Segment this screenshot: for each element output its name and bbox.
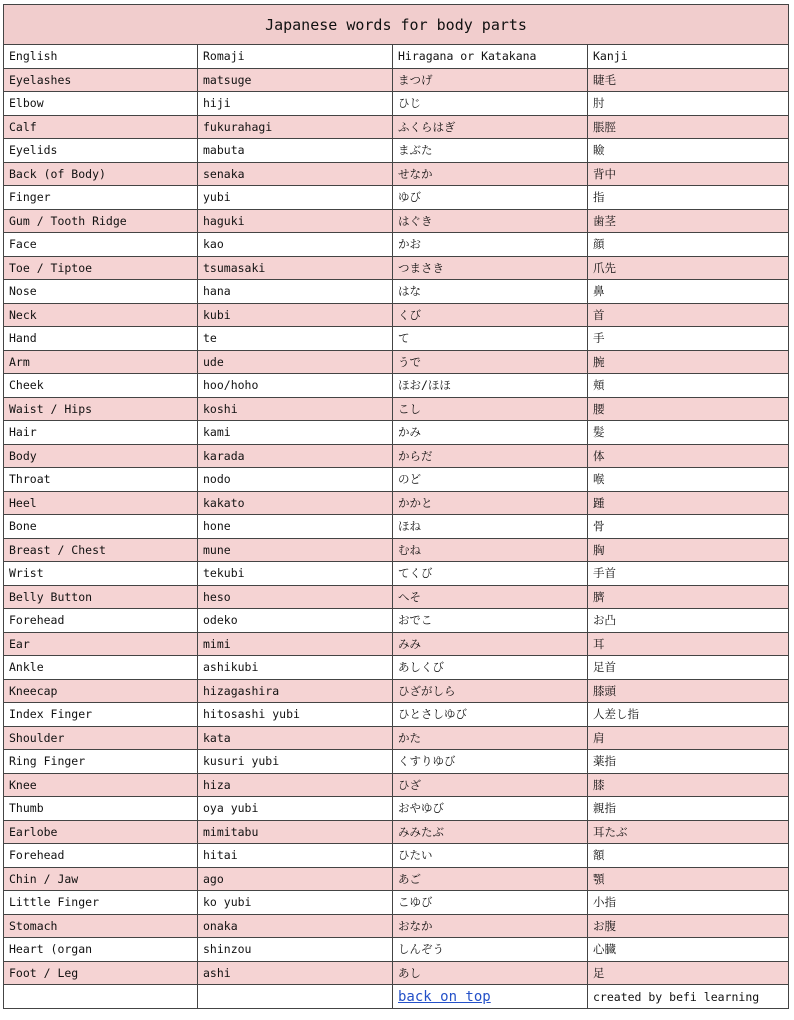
cell-kanji: 指 xyxy=(588,186,789,210)
cell-romaji: mimitabu xyxy=(198,820,393,844)
cell-english: Knee xyxy=(4,773,198,797)
cell-kanji: 歯茎 xyxy=(588,209,789,233)
cell-kanji: 親指 xyxy=(588,797,789,821)
cell-kanji: 足 xyxy=(588,961,789,985)
cell-kana: まぶた xyxy=(393,139,588,163)
table-row xyxy=(4,562,789,586)
cell-kanji: 手 xyxy=(588,327,789,351)
cell-romaji: onaka xyxy=(198,914,393,938)
cell-english: Elbow xyxy=(4,92,198,116)
cell-kana: へそ xyxy=(393,585,588,609)
cell-kanji: 腰 xyxy=(588,397,789,421)
table-row xyxy=(4,585,789,609)
table-row xyxy=(4,726,789,750)
footer-empty-2 xyxy=(198,985,393,1009)
header-romaji: Romaji xyxy=(198,45,393,69)
cell-english: Wrist xyxy=(4,562,198,586)
cell-romaji: ko yubi xyxy=(198,891,393,915)
table-title: Japanese words for body parts xyxy=(4,5,789,45)
cell-romaji: hitai xyxy=(198,844,393,868)
cell-romaji: heso xyxy=(198,585,393,609)
cell-kana: ふくらはぎ xyxy=(393,115,588,139)
cell-kanji: 心臓 xyxy=(588,938,789,962)
cell-english: Index Finger xyxy=(4,703,198,727)
table-row xyxy=(4,938,789,962)
cell-kana: おなか xyxy=(393,914,588,938)
cell-english: Hand xyxy=(4,327,198,351)
cell-english: Face xyxy=(4,233,198,257)
cell-romaji: kubi xyxy=(198,303,393,327)
table-row xyxy=(4,397,789,421)
cell-romaji: koshi xyxy=(198,397,393,421)
header-kanji: Kanji xyxy=(588,45,789,69)
cell-kana: あし xyxy=(393,961,588,985)
cell-english: Eyelids xyxy=(4,139,198,163)
cell-romaji: kusuri yubi xyxy=(198,750,393,774)
table-row xyxy=(4,256,789,280)
cell-english: Heart (organ xyxy=(4,938,198,962)
credit-cell xyxy=(588,985,789,1009)
table-row xyxy=(4,209,789,233)
cell-english: Breast / Chest xyxy=(4,538,198,562)
cell-kana: おでこ xyxy=(393,609,588,633)
cell-kanji: 睫毛 xyxy=(588,68,789,92)
cell-kanji: 骨 xyxy=(588,515,789,539)
cell-kana: はな xyxy=(393,280,588,304)
cell-kanji: 腕 xyxy=(588,350,789,374)
table-row xyxy=(4,303,789,327)
cell-kanji: 小指 xyxy=(588,891,789,915)
table-row xyxy=(4,750,789,774)
table-row xyxy=(4,844,789,868)
cell-romaji: kao xyxy=(198,233,393,257)
cell-english: Toe / Tiptoe xyxy=(4,256,198,280)
table-row xyxy=(4,186,789,210)
cell-kanji: 薬指 xyxy=(588,750,789,774)
cell-english: Belly Button xyxy=(4,585,198,609)
cell-kana: みみたぶ xyxy=(393,820,588,844)
cell-romaji: hana xyxy=(198,280,393,304)
cell-kanji: 踵 xyxy=(588,491,789,515)
cell-kanji: 喉 xyxy=(588,468,789,492)
cell-english: Shoulder xyxy=(4,726,198,750)
cell-kanji: 爪先 xyxy=(588,256,789,280)
table-row xyxy=(4,797,789,821)
cell-kanji: 鼻 xyxy=(588,280,789,304)
cell-english: Back (of Body) xyxy=(4,162,198,186)
cell-english: Foot / Leg xyxy=(4,961,198,985)
cell-kana: はぐき xyxy=(393,209,588,233)
cell-romaji: shinzou xyxy=(198,938,393,962)
cell-english: Bone xyxy=(4,515,198,539)
cell-kana: て xyxy=(393,327,588,351)
table-row xyxy=(4,679,789,703)
cell-romaji: hizagashira xyxy=(198,679,393,703)
cell-romaji: nodo xyxy=(198,468,393,492)
cell-romaji: kakato xyxy=(198,491,393,515)
cell-kana: くび xyxy=(393,303,588,327)
cell-english: Nose xyxy=(4,280,198,304)
table-row xyxy=(4,538,789,562)
table-row xyxy=(4,68,789,92)
cell-kanji: 肩 xyxy=(588,726,789,750)
table-row xyxy=(4,891,789,915)
cell-romaji: karada xyxy=(198,444,393,468)
cell-english: Forehead xyxy=(4,609,198,633)
table-row xyxy=(4,162,789,186)
table-row xyxy=(4,444,789,468)
cell-kanji: 瞼 xyxy=(588,139,789,163)
credit-text: created by befi learning xyxy=(593,989,760,1004)
table-body xyxy=(4,68,789,985)
cell-kanji: 膝頭 xyxy=(588,679,789,703)
cell-romaji: te xyxy=(198,327,393,351)
cell-kana: しんぞう xyxy=(393,938,588,962)
cell-kana: むね xyxy=(393,538,588,562)
cell-romaji: yubi xyxy=(198,186,393,210)
cell-english: Finger xyxy=(4,186,198,210)
cell-english: Body xyxy=(4,444,198,468)
table-row xyxy=(4,139,789,163)
body-parts-table xyxy=(3,4,789,1009)
cell-english: Arm xyxy=(4,350,198,374)
table-row xyxy=(4,468,789,492)
cell-kanji: 頬 xyxy=(588,374,789,398)
cell-english: Cheek xyxy=(4,374,198,398)
cell-english: Calf xyxy=(4,115,198,139)
cell-kanji: 肘 xyxy=(588,92,789,116)
cell-romaji: ago xyxy=(198,867,393,891)
cell-kana: ほね xyxy=(393,515,588,539)
cell-english: Eyelashes xyxy=(4,68,198,92)
cell-romaji: hoo/hoho xyxy=(198,374,393,398)
cell-romaji: senaka xyxy=(198,162,393,186)
cell-kana: かお xyxy=(393,233,588,257)
cell-kana: ひたい xyxy=(393,844,588,868)
table-row xyxy=(4,773,789,797)
cell-kanji: 額 xyxy=(588,844,789,868)
cell-romaji: hitosashi yubi xyxy=(198,703,393,727)
cell-kana: ゆび xyxy=(393,186,588,210)
table-row xyxy=(4,233,789,257)
footer-row xyxy=(4,985,789,1009)
cell-english: Waist / Hips xyxy=(4,397,198,421)
cell-kanji: 体 xyxy=(588,444,789,468)
cell-kana: てくび xyxy=(393,562,588,586)
cell-kanji: 耳 xyxy=(588,632,789,656)
table-row xyxy=(4,350,789,374)
cell-romaji: ashikubi xyxy=(198,656,393,680)
cell-kanji: 臍 xyxy=(588,585,789,609)
header-row xyxy=(4,45,789,69)
header-kana: Hiragana or Katakana xyxy=(393,45,588,69)
cell-kanji: 脹脛 xyxy=(588,115,789,139)
cell-english: Ankle xyxy=(4,656,198,680)
cell-kana: ひざがしら xyxy=(393,679,588,703)
cell-english: Heel xyxy=(4,491,198,515)
table-row xyxy=(4,656,789,680)
table-row xyxy=(4,374,789,398)
cell-kanji: お凸 xyxy=(588,609,789,633)
cell-romaji: hone xyxy=(198,515,393,539)
cell-kanji: 人差し指 xyxy=(588,703,789,727)
cell-english: Hair xyxy=(4,421,198,445)
cell-kana: こゆび xyxy=(393,891,588,915)
cell-kanji: 首 xyxy=(588,303,789,327)
cell-english: Earlobe xyxy=(4,820,198,844)
cell-kana: ひざ xyxy=(393,773,588,797)
cell-kana: のど xyxy=(393,468,588,492)
cell-english: Stomach xyxy=(4,914,198,938)
cell-romaji: hiji xyxy=(198,92,393,116)
cell-kana: ひとさしゆび xyxy=(393,703,588,727)
cell-kana: からだ xyxy=(393,444,588,468)
cell-kanji: 足首 xyxy=(588,656,789,680)
cell-english: Chin / Jaw xyxy=(4,867,198,891)
table-row xyxy=(4,515,789,539)
cell-romaji: ude xyxy=(198,350,393,374)
cell-kana: あご xyxy=(393,867,588,891)
cell-kanji: 顎 xyxy=(588,867,789,891)
cell-romaji: kata xyxy=(198,726,393,750)
table-row xyxy=(4,115,789,139)
cell-kana: せなか xyxy=(393,162,588,186)
cell-kanji: お腹 xyxy=(588,914,789,938)
cell-kana: かかと xyxy=(393,491,588,515)
cell-english: Thumb xyxy=(4,797,198,821)
table-row xyxy=(4,609,789,633)
back-to-top-cell xyxy=(393,985,588,1009)
cell-romaji: odeko xyxy=(198,609,393,633)
cell-kanji: 顔 xyxy=(588,233,789,257)
cell-kana: ひじ xyxy=(393,92,588,116)
cell-kana: あしくび xyxy=(393,656,588,680)
table-row xyxy=(4,867,789,891)
cell-english: Ear xyxy=(4,632,198,656)
table-row xyxy=(4,820,789,844)
cell-english: Throat xyxy=(4,468,198,492)
cell-kana: みみ xyxy=(393,632,588,656)
cell-kanji: 髪 xyxy=(588,421,789,445)
cell-english: Ring Finger xyxy=(4,750,198,774)
cell-romaji: mune xyxy=(198,538,393,562)
cell-kanji: 耳たぶ xyxy=(588,820,789,844)
cell-english: Kneecap xyxy=(4,679,198,703)
table-row xyxy=(4,703,789,727)
cell-romaji: mimi xyxy=(198,632,393,656)
table-row xyxy=(4,961,789,985)
cell-kana: ほお/ほほ xyxy=(393,374,588,398)
table-row xyxy=(4,280,789,304)
cell-kana: こし xyxy=(393,397,588,421)
cell-romaji: tsumasaki xyxy=(198,256,393,280)
cell-kana: かみ xyxy=(393,421,588,445)
cell-romaji: tekubi xyxy=(198,562,393,586)
table-row xyxy=(4,632,789,656)
cell-romaji: fukurahagi xyxy=(198,115,393,139)
header-english: English xyxy=(4,45,198,69)
cell-romaji: oya yubi xyxy=(198,797,393,821)
cell-kana: おやゆび xyxy=(393,797,588,821)
cell-kana: まつげ xyxy=(393,68,588,92)
cell-romaji: ashi xyxy=(198,961,393,985)
cell-romaji: hiza xyxy=(198,773,393,797)
footer-empty-1 xyxy=(4,985,198,1009)
table-row xyxy=(4,491,789,515)
cell-english: Neck xyxy=(4,303,198,327)
table-row xyxy=(4,92,789,116)
cell-romaji: haguki xyxy=(198,209,393,233)
cell-kanji: 膝 xyxy=(588,773,789,797)
back-on-top-link[interactable]: back on top xyxy=(398,988,491,1005)
cell-kana: つまさき xyxy=(393,256,588,280)
cell-english: Gum / Tooth Ridge xyxy=(4,209,198,233)
cell-romaji: matsuge xyxy=(198,68,393,92)
cell-english: Forehead xyxy=(4,844,198,868)
table-row xyxy=(4,421,789,445)
table-row xyxy=(4,327,789,351)
cell-kanji: 胸 xyxy=(588,538,789,562)
cell-kanji: 背中 xyxy=(588,162,789,186)
cell-kanji: 手首 xyxy=(588,562,789,586)
table-row xyxy=(4,914,789,938)
cell-romaji: kami xyxy=(198,421,393,445)
cell-kana: うで xyxy=(393,350,588,374)
cell-romaji: mabuta xyxy=(198,139,393,163)
cell-kana: かた xyxy=(393,726,588,750)
cell-english: Little Finger xyxy=(4,891,198,915)
cell-kana: くすりゆび xyxy=(393,750,588,774)
